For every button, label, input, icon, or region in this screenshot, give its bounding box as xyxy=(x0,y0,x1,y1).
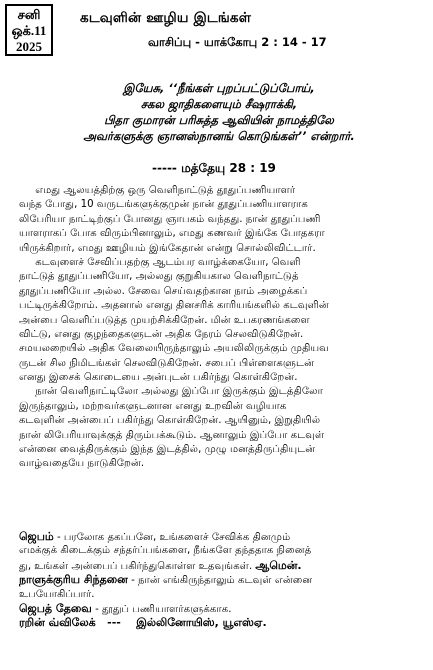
verse-line: அவர்களுக்கு ஞானஸ்நானங் கொடுங்கள்’’ என்றார். xyxy=(83,129,355,143)
prayer-label: ஜெபம் xyxy=(19,530,54,543)
body-line: அன்பை வெளிப்படுத்த முயற்சிக்கிறேன். மின் உபகரணங்களை xyxy=(19,314,310,326)
need-label: ஜெபத் தேவை xyxy=(19,601,92,615)
body-line: நான் வெளிநாட்டிலோ அல்லது இப்போ இருக்கும் இடத்திலோ xyxy=(19,386,323,398)
date-day: சனி xyxy=(17,7,41,22)
devotion-body xyxy=(19,184,421,472)
body-line: யாளராகப் போக விரும்பினாலும், எமது கணவர் இங்கே போதகரா xyxy=(19,228,325,240)
author-line xyxy=(19,616,421,630)
body-line: சமயலறையில் அதிக வேலையிருந்தாலும் அயலிலிருக்கும் முதியவ xyxy=(19,343,329,355)
body-line: நான் லிபேரியாவுக்குத் திரும்பக்கூடும். ஆனாலும் இப்போ கடவுள் xyxy=(19,429,325,441)
date-box xyxy=(5,4,53,56)
author-place: இல்லினோயிஸ், யூஎஸ்ஏ. xyxy=(136,616,267,630)
date-date: ஒக்.11 xyxy=(11,23,47,38)
prayer-text: து, உங்கள் அன்பைப் பகிர்ந்துகொள்ள உதவுங்கள். xyxy=(19,560,256,572)
body-line: வந்த போது, 10 வருடங்களுக்குமுன் நான் தூதுப்பணியாளராக xyxy=(19,199,308,211)
prayer-text: - பரலோக தகப்பனே, உங்களைச் சேவிக்க தினமும் xyxy=(53,532,291,543)
need-text: - தூதுப் பணியாளர்களுக்காக. xyxy=(91,603,232,615)
body-line: லிபேரியா நாட்டிற்குப் போனது ஞாபகம் வந்தது. நான் தூதுப்பணி xyxy=(19,213,321,225)
reading-reference: வாசிப்பு - யாக்கோபு 2 : 14 - 17 xyxy=(148,35,327,49)
author-separator: --- xyxy=(107,616,121,630)
body-line: எனது இசைக் கொடையை அன்புடன் பகிர்ந்து கொள்கிறேன். xyxy=(19,372,298,384)
date-year: 2025 xyxy=(16,39,42,54)
thought-line: உபயோகிப்பார். xyxy=(19,588,95,600)
verse-line: பிதா குமாரன் பரிசுத்த ஆவியின் நாமத்திலே xyxy=(104,113,334,127)
thought-label: நாளுக்குரிய சிந்தனை xyxy=(19,573,128,587)
body-line: ருடன் சில நிமிடங்கள் செலவிடுகிறேன். சபைப் பிள்ளைகளுடன் xyxy=(19,357,315,369)
body-line: என்னை வைத்திருக்கும் இந்த இடத்தில், முழு மனத்திருப்தியுடன் xyxy=(19,444,316,456)
body-line: இருந்தாலும், மற்றவர்களுடனான எனது உறவின் வழியாக xyxy=(19,400,287,412)
body-line: கடவுளின் அன்பைப் பகிர்ந்து கொள்கிறேன். ஆயினும், இறுதியில் xyxy=(19,415,321,427)
body-line: நாட்டுத் தூதுப்பணியோ, அல்லது குறுகியகால வெளிநாட்டுத் xyxy=(19,271,299,283)
key-verse xyxy=(10,80,428,144)
thought-line xyxy=(19,573,421,587)
body-line: வாழ்வதையே நாடுகிறேன். xyxy=(19,458,145,470)
body-line: விட்டு, எனது குழந்தைகளுடன் அதிக நேரம் செலவிடுகிறேன். xyxy=(19,328,304,340)
body-line: கடவுளைச் சேவிப்பதற்கு ஆடம்பர வாழ்க்கையோ, வெளி xyxy=(19,256,301,268)
prayer-line xyxy=(19,559,421,573)
author-name: ரறின் வ்விலேக் xyxy=(19,616,96,630)
body-line: யிருக்கிறார், எமது ஊழியம் இங்கேதான் என்று சொல்லிவிட்டார். xyxy=(19,242,316,254)
prayer-need xyxy=(19,602,421,616)
thought-text: - நான் எங்கிருந்தாலும் கடவுள் என்னை xyxy=(127,575,313,587)
amen: ஆமென். xyxy=(255,558,302,572)
body-line: தூதுப்பணியோ அல்ல. சேவை செய்வதற்கான நாம் அழைக்கப் xyxy=(19,285,308,297)
scripture-reference: ----- மத்தேயு 28 : 19 xyxy=(152,161,276,175)
devotion-title: கடவுளின் ஊழிய இடங்கள் xyxy=(80,10,252,26)
body-line: பட்டிருக்கிறோம். அதனால் எனது தினசரிக் காரியங்களில் கடவுளின் xyxy=(19,300,329,312)
verse-line: இயேசு, ‘‘நீங்கள் புறப்பட்டுப்போய், xyxy=(123,81,315,95)
prayer-line: எமக்குக் கிடைக்கும் சந்தர்ப்பங்களை, நீங்களே தந்ததாக நினைத் xyxy=(19,545,312,557)
devotion-footer xyxy=(19,530,421,631)
prayer-line xyxy=(19,530,421,544)
verse-line: சகல ஜாதிகளையும் சீஷராக்கி, xyxy=(140,97,298,111)
body-line: எமது ஆலயத்திற்கு ஒரு வெளிநாட்டுத் தூதுப்பணியாளர் xyxy=(19,185,296,196)
